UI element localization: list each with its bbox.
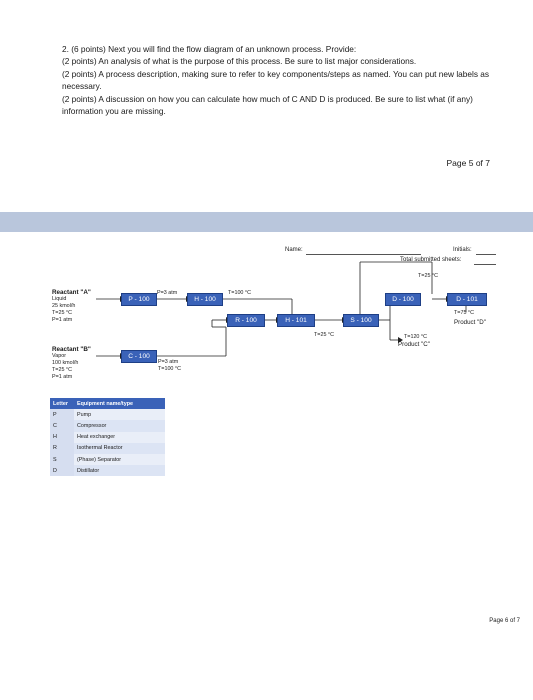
page-6-number: Page 6 of 7 <box>489 618 520 624</box>
legend-equipment: Distillator <box>74 465 165 476</box>
reactant-a-flow: 25 kmol/h <box>52 303 76 309</box>
name-label: Name: <box>285 247 303 253</box>
initials-label: Initials: <box>453 247 472 253</box>
unit-c100: C - 100 <box>121 350 157 363</box>
recycle-temp: T=25 °C <box>418 273 438 279</box>
d100-bottom-temp: T=120 °C <box>404 334 427 340</box>
question-part-1: (2 points) An analysis of what is the purpose of this process. Be sure to list major considerations. <box>62 56 417 67</box>
unit-d101: D - 101 <box>447 293 487 306</box>
question-part-2: (2 points) A process description, making sure to refer to key components/steps as named. You can put new labels as necessary. <box>62 68 490 92</box>
legend-header-letter: Letter <box>50 398 74 409</box>
legend-row <box>50 420 165 431</box>
page-number: Page 5 of 7 <box>446 158 490 168</box>
legend-row <box>50 409 165 420</box>
product-c-label: Product "C" <box>398 341 430 348</box>
h100-outlet-temp: T=100 °C <box>228 290 251 296</box>
legend-letter: P <box>50 409 74 420</box>
reactant-a-pressure: P=1 atm <box>52 317 73 323</box>
reactant-a-phase: Liquid <box>52 296 67 302</box>
unit-r100: R - 100 <box>227 314 265 327</box>
unit-d100: D - 100 <box>385 293 421 306</box>
legend-equipment: Isothermal Reactor <box>74 443 165 454</box>
reactant-b-info <box>52 346 91 381</box>
h101-outlet-temp: T=25 °C <box>314 332 334 338</box>
legend-equipment: Heat exchanger <box>74 432 165 443</box>
legend-letter: R <box>50 443 74 454</box>
legend-letter: C <box>50 420 74 431</box>
reactant-a-temp: T=25 °C <box>52 310 72 316</box>
question-title: 2. (6 points) Next you will find the flow diagram of an unknown process. Provide: <box>62 44 357 54</box>
d101-outlet-temp: T=75 °C <box>454 310 474 316</box>
reactant-a-title: Reactant "A" <box>52 289 91 296</box>
legend-letter: H <box>50 432 74 443</box>
legend-letter: S <box>50 454 74 465</box>
reactant-b-flow: 100 kmol/h <box>52 360 79 366</box>
c100-outlet-info <box>158 359 181 373</box>
legend-header-row <box>50 398 165 409</box>
legend-row <box>50 432 165 443</box>
legend-row <box>50 443 165 454</box>
p100-outlet-pressure: P=3 atm <box>157 290 178 296</box>
reactant-b-pressure: P=1 atm <box>52 374 73 380</box>
legend-row <box>50 465 165 476</box>
legend-row <box>50 454 165 465</box>
question-part-3: (2 points) A discussion on how you can calculate how much of C AND D is produced. Be sure to list what (if any) information you are missing. <box>62 93 473 117</box>
reactant-b-title: Reactant "B" <box>52 346 91 353</box>
reactant-a-info <box>52 289 91 324</box>
unit-h101: H - 101 <box>277 314 315 327</box>
c100-outlet-temp: T=100 °C <box>158 366 181 372</box>
reactant-b-temp: T=25 °C <box>52 367 72 373</box>
equipment-legend-table <box>50 398 165 476</box>
unit-p100: P - 100 <box>121 293 157 306</box>
c100-outlet-pressure: P=3 atm <box>158 359 179 365</box>
legend-equipment: Compressor <box>74 420 165 431</box>
legend-header-equipment: Equipment name/type <box>74 398 165 409</box>
legend-letter: D <box>50 465 74 476</box>
legend-equipment: (Phase) Separator <box>74 454 165 465</box>
product-d-label: Product "D" <box>454 319 486 326</box>
legend-equipment: Pump <box>74 409 165 420</box>
unit-h100: H - 100 <box>187 293 223 306</box>
reactant-b-phase: Vapor <box>52 353 66 359</box>
sheets-label: Total submitted sheets: <box>400 257 462 263</box>
unit-s100: S - 100 <box>343 314 379 327</box>
